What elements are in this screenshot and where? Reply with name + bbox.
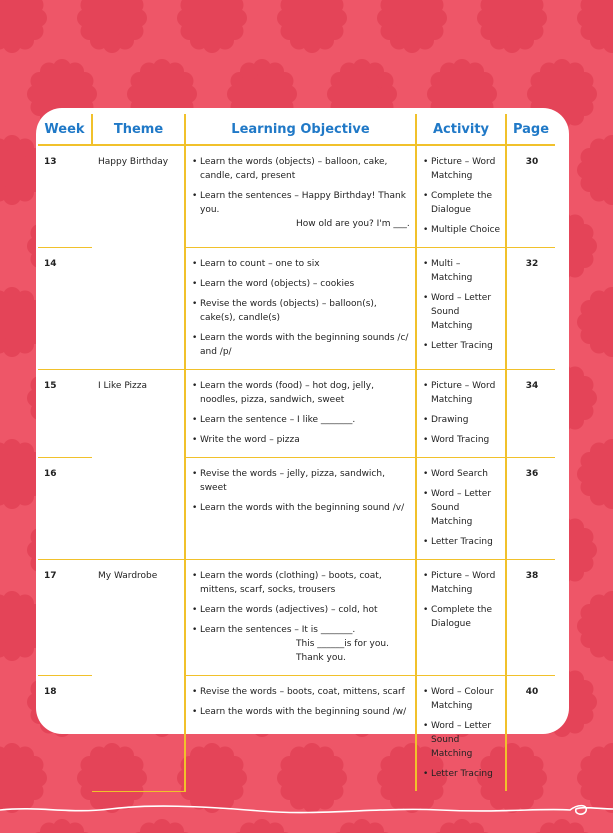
flower-icon [0, 0, 47, 53]
week-cell: 14 [38, 248, 92, 370]
page-cell: 34 [506, 370, 555, 458]
objective-item: • Learn the words (food) – hot dog, jelly, noodles, pizza, sandwich, sweet [192, 379, 411, 407]
page-cell: 40 [506, 676, 555, 792]
objective-item: • Revise the words (objects) – balloon(s), cake(s), candle(s) [192, 297, 411, 325]
page-cell: 36 [506, 458, 555, 560]
flower-icon [227, 819, 297, 833]
objective-item: • Learn the word (objects) – cookies [192, 277, 411, 291]
page-cell: 32 [506, 248, 555, 370]
objective-item: • Learn the words with the beginning sounds /c/ and /p/ [192, 331, 411, 359]
objective-cell [185, 145, 416, 248]
week-cell: 17 [38, 560, 92, 676]
activity-item: • Word Tracing [423, 433, 501, 447]
wavy-line-icon [0, 800, 613, 820]
flower-icon [127, 819, 197, 833]
header-week: Week [38, 114, 92, 145]
objective-cell [185, 560, 416, 676]
activity-cell [416, 560, 506, 676]
schedule-table [38, 114, 555, 792]
objective-item: • Learn the words (objects) – balloon, cake, candle, card, present [192, 155, 411, 183]
flower-icon [577, 0, 613, 53]
flower-icon [277, 0, 347, 53]
flower-icon [177, 0, 247, 53]
week-cell: 13 [38, 145, 92, 248]
page-cell: 30 [506, 145, 555, 248]
objective-item [192, 623, 411, 665]
activity-cell [416, 458, 506, 560]
flower-icon [527, 819, 597, 833]
objective-cell [185, 676, 416, 792]
flower-icon [77, 0, 147, 53]
objective-text: Learn the sentences – It is _______. [200, 625, 356, 635]
activity-item: • Word – Colour Matching [423, 685, 501, 713]
activity-item: • Complete the Dialogue [423, 603, 501, 631]
theme-label: My Wardrobe [98, 571, 158, 581]
activity-item: • Word – Letter Sound Matching [423, 719, 501, 761]
flower-icon [427, 819, 497, 833]
theme-cell [92, 145, 185, 370]
header-page: Page [506, 114, 555, 145]
activity-item: • Multi – Matching [423, 257, 501, 285]
activity-item: • Word Search [423, 467, 501, 481]
flower-icon [377, 0, 447, 53]
week-cell: 15 [38, 370, 92, 458]
objective-item: • Learn the words with the beginning sound /v/ [192, 501, 411, 515]
activity-item: • Complete the Dialogue [423, 189, 501, 217]
objective-item: • Revise the words – boots, coat, mittens, scarf [192, 685, 411, 699]
activity-cell [416, 145, 506, 248]
theme-label: I Like Pizza [98, 381, 148, 391]
activity-item: • Letter Tracing [423, 767, 501, 781]
activity-item: • Drawing [423, 413, 501, 427]
objective-continuation: Thank you. [296, 653, 346, 663]
objective-item: • Write the word – pizza [192, 433, 411, 447]
flower-icon [577, 591, 613, 661]
objective-item: • Learn the words (adjectives) – cold, hot [192, 603, 411, 617]
flower-icon [577, 439, 613, 509]
activity-item: • Picture – Word Matching [423, 155, 501, 183]
objective-item: • Learn the words with the beginning sound /w/ [192, 705, 411, 719]
objective-item: • Learn the words (clothing) – boots, coat, mittens, scarf, socks, trousers [192, 569, 411, 597]
table-row [38, 145, 555, 248]
objective-text: Learn the sentences – Happy Birthday! Thank you. [200, 191, 406, 215]
week-cell: 16 [38, 458, 92, 560]
flower-icon [577, 135, 613, 205]
flower-icon [27, 819, 97, 833]
activity-cell [416, 248, 506, 370]
header-activity: Activity [416, 114, 506, 145]
activity-cell [416, 676, 506, 792]
activity-item: • Multiple Choice [423, 223, 501, 237]
objective-cell [185, 370, 416, 458]
objective-item: • Learn the sentence – I like _______. [192, 413, 411, 427]
flower-icon [327, 819, 397, 833]
objective-continuation: How old are you? I'm ___. [296, 219, 410, 229]
activity-item: • Word – Letter Sound Matching [423, 487, 501, 529]
objective-item: • Learn to count – one to six [192, 257, 411, 271]
theme-cell [92, 370, 185, 560]
activity-item: • Picture – Word Matching [423, 569, 501, 597]
activity-item: • Letter Tracing [423, 339, 501, 353]
week-cell: 18 [44, 687, 57, 697]
objective-item [192, 189, 411, 231]
header-objective: Learning Objective [185, 114, 416, 145]
header-theme: Theme [92, 114, 185, 145]
flower-icon [577, 287, 613, 357]
table-row [38, 370, 555, 458]
header-row [38, 114, 555, 145]
page-cell: 38 [506, 560, 555, 676]
table-row [38, 560, 555, 676]
activity-item: • Picture – Word Matching [423, 379, 501, 407]
theme-cell [92, 560, 185, 792]
theme-label: Happy Birthday [98, 157, 169, 167]
objective-cell [185, 248, 416, 370]
objective-continuation: This ______is for you. [296, 639, 389, 649]
objective-cell [185, 458, 416, 560]
activity-item: • Word – Letter Sound Matching [423, 291, 501, 333]
objective-item: • Revise the words – jelly, pizza, sandwich, sweet [192, 467, 411, 495]
flower-icon [477, 0, 547, 53]
activity-cell [416, 370, 506, 458]
activity-item: • Letter Tracing [423, 535, 501, 549]
